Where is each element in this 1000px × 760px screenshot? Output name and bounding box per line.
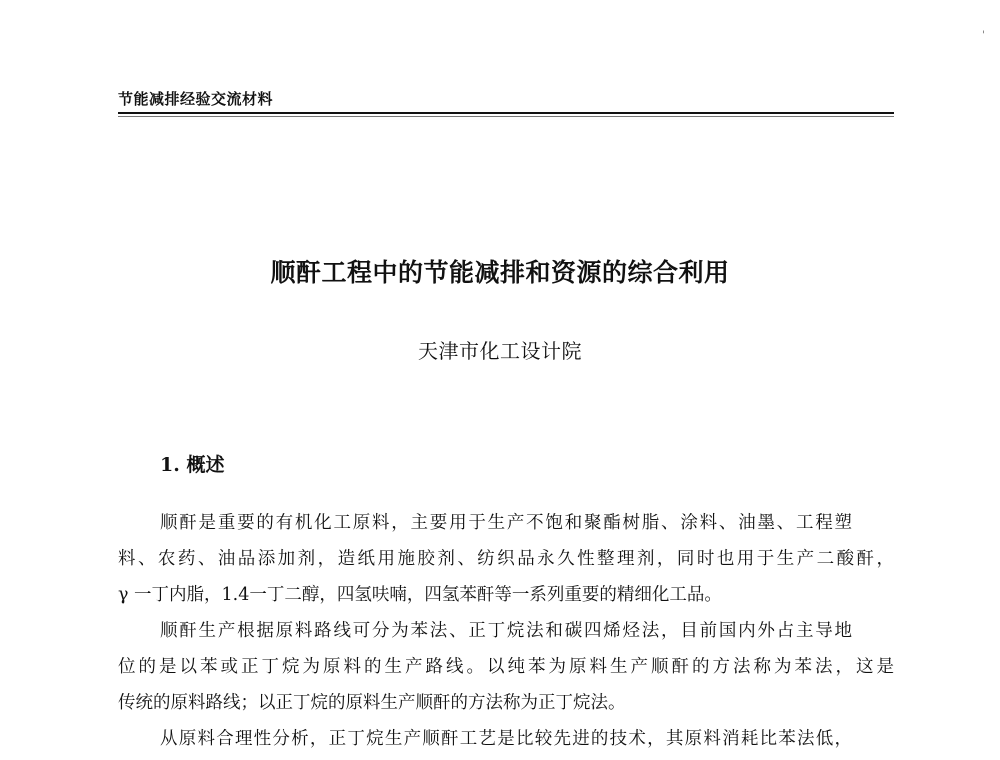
- body-text: [118, 505, 894, 757]
- paragraph-overview: [118, 505, 894, 613]
- document-author: 天津市化工设计院: [418, 339, 582, 363]
- paragraph-analysis: [118, 721, 894, 757]
- document-title: 顺酐工程中的节能减排和资源的综合利用: [270, 258, 730, 287]
- header-rule: [118, 112, 894, 114]
- scan-corner-mark: ': [982, 30, 985, 41]
- text-line: 传统的原料路线；以正丁烷的原料生产顺酐的方法称为正丁烷法。: [118, 693, 626, 713]
- section-heading: 1. 概述: [160, 454, 225, 476]
- text-line: 料、农药、油品添加剂，造纸用施胶剂、纺织品永久性整理剂，同时也用于生产二酸酐，: [118, 549, 894, 569]
- running-header: 节能减排经验交流材料: [118, 90, 274, 108]
- text-line: 从原料合理性分析，正丁烷生产顺酐工艺是比较先进的技术，其原料消耗比苯法低，: [160, 729, 852, 749]
- text-line: 顺酐生产根据原料路线可分为苯法、正丁烷法和碳四烯烃法，目前国内外占主导地: [160, 621, 852, 641]
- paragraph-routes: [118, 613, 894, 721]
- text-line: 位的是以苯或正丁烷为原料的生产路线。以纯苯为原料生产顺酐的方法称为苯法，这是: [118, 657, 894, 677]
- header-rule-thin: [118, 116, 894, 117]
- text-line: γ 一丁内脂，1.4一丁二醇，四氢呋喃，四氢苯酐等一系列重要的精细化工品。: [118, 585, 722, 605]
- text-line: 顺酐是重要的有机化工原料，主要用于生产不饱和聚酯树脂、涂料、油墨、工程塑: [160, 513, 852, 533]
